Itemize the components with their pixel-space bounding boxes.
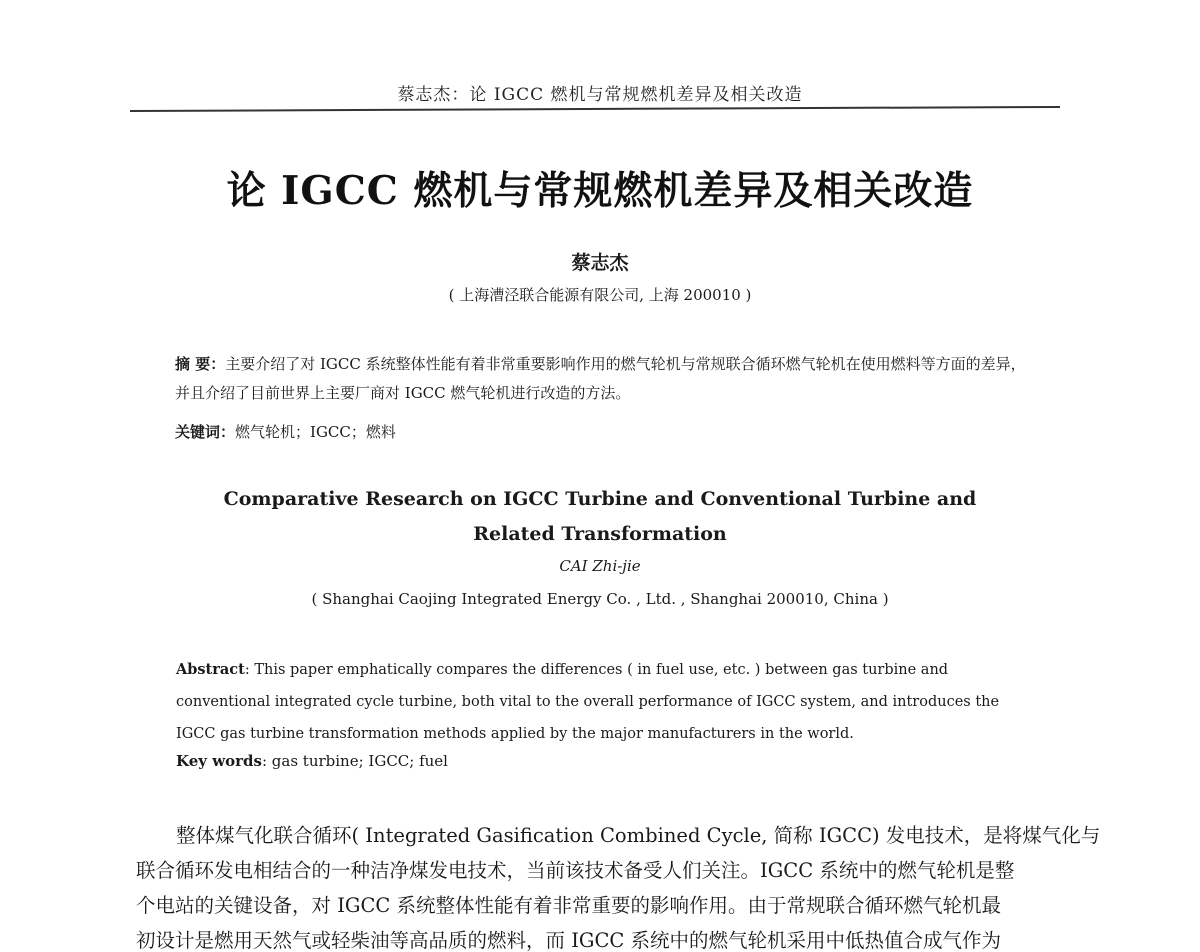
english-title-line-2: Related Transformation	[473, 523, 727, 545]
header-rule	[130, 106, 1060, 112]
running-header: 蔡志杰：论 IGCC 燃机与常规燃机差异及相关改造	[397, 85, 803, 105]
english-keywords-sep: :	[261, 752, 272, 770]
english-author: CAI Zhi-jie	[559, 557, 641, 575]
english-abstract-label: Abstract	[176, 661, 245, 678]
english-keywords-label: Key words	[176, 752, 262, 770]
body-line-2: 联合循环发电相结合的一种洁净煤发电技术，当前该技术备受人们关注。IGCC 系统中的燃气轮机是整	[136, 859, 1015, 882]
body-line-4: 初设计是燃用天然气或轻柴油等高品质的燃料，而 IGCC 系统中的燃气轮机采用中低热值合成气作为	[136, 929, 1002, 952]
chinese-title: 论 IGCC 燃机与常规燃机差异及相关改造	[226, 168, 974, 214]
chinese-abstract-label: 摘 要：	[175, 355, 226, 373]
chinese-abstract-text: 主要介绍了对 IGCC 系统整体性能有着非常重要影响作用的燃气轮机与常规联合循环燃气轮机在使用燃料等方面的差异，并且介绍了目前世界上主要厂商对 IGCC 燃气轮机进行改造的方法。	[175, 355, 1026, 402]
english-title	[0, 482, 1200, 552]
body-paragraph	[136, 818, 1101, 952]
chinese-affiliation: ( 上海漕泾联合能源有限公司, 上海 200010 )	[448, 286, 752, 304]
english-keywords-text: gas turbine; IGCC; fuel	[271, 752, 448, 770]
chinese-abstract	[175, 350, 1035, 408]
chinese-keywords-label: 关键词：	[175, 423, 236, 441]
chinese-keywords	[175, 421, 1035, 442]
body-line-3: 个电站的关键设备，对 IGCC 系统整体性能有着非常重要的影响作用。由于常规联合循环燃气轮机最	[136, 894, 1002, 917]
chinese-author: 蔡志杰	[571, 252, 629, 274]
english-abstract	[176, 654, 1026, 750]
english-title-line-1: Comparative Research on IGCC Turbine and Conventional Turbine and	[223, 488, 977, 510]
english-keywords	[176, 752, 1026, 770]
english-affiliation: ( Shanghai Caojing Integrated Energy Co. , Ltd. , Shanghai 200010, China )	[311, 590, 889, 608]
english-abstract-text: This paper emphatically compares the differences ( in fuel use, etc. ) between gas turbine and conventional integrated cycle turbine, both vital to the overall performance of IGCC system, and introduces the IGCC gas turbine transformation methods applied by the major manufacturers in the world.	[176, 662, 1000, 742]
chinese-keywords-text: 燃气轮机；IGCC；燃料	[235, 423, 396, 441]
english-abstract-sep: :	[244, 662, 255, 678]
body-line-1: 整体煤气化联合循环( Integrated Gasification Combined Cycle, 简称 IGCC) 发电技术，是将煤气化与	[176, 824, 1101, 847]
